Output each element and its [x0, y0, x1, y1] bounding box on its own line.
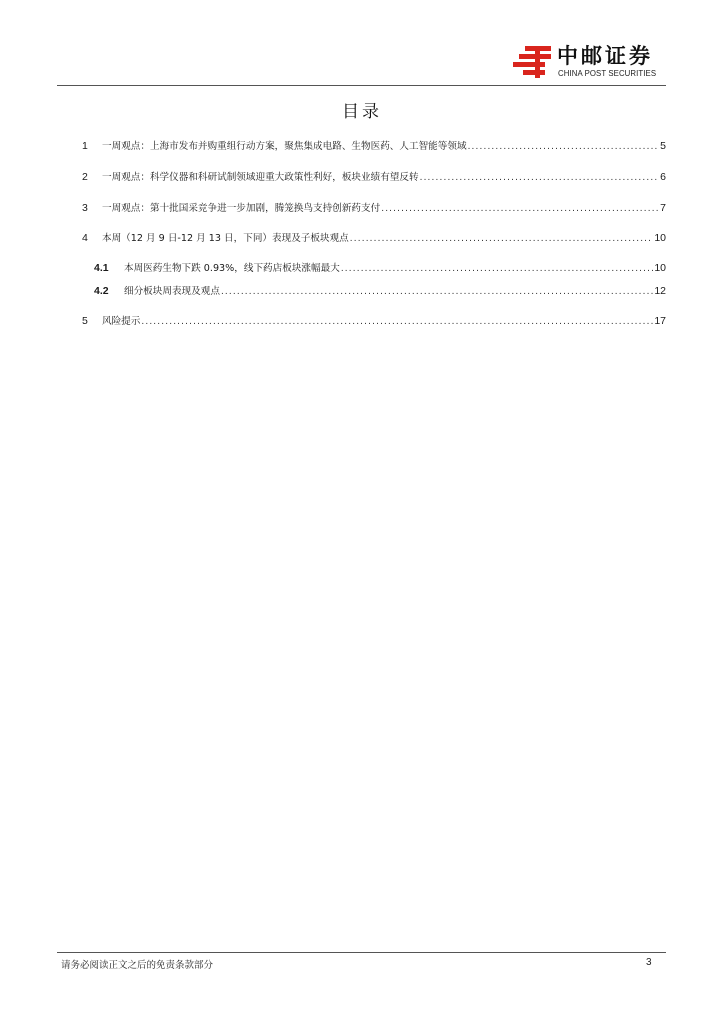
brand-logo: [513, 44, 673, 84]
toc-entry-number: 4.1: [94, 262, 109, 274]
toc-entry-text: 风险提示: [102, 316, 141, 327]
toc-entry-text: 本周医药生物下跌 0.93%，线下药店板块涨幅最大: [124, 263, 340, 274]
brand-name-cn: 中邮证券: [557, 44, 653, 68]
page-header: [0, 0, 724, 90]
footer-disclaimer: 请务必阅读正文之后的免责条款部分: [61, 960, 214, 971]
toc-entry-4[interactable]: [82, 229, 666, 247]
toc-entry-page: 6: [660, 171, 666, 183]
toc-leader-dots: [221, 283, 653, 301]
toc-leader-dots: [341, 260, 654, 278]
toc-entry-number: 1: [82, 140, 88, 152]
toc-entry-page: 7: [660, 202, 666, 214]
toc-entry-5[interactable]: [82, 312, 666, 330]
toc-entry-page: 12: [654, 285, 666, 297]
footer-divider: [57, 952, 666, 953]
toc-entry-number: 5: [82, 315, 88, 327]
toc-leader-dots: [381, 200, 659, 218]
toc-leader-dots: [141, 313, 653, 331]
toc-leader-dots: [350, 230, 654, 248]
toc-entry-page: 10: [654, 232, 666, 244]
toc-leader-dots: [468, 138, 660, 156]
toc-entry-text: 一周观点：上海市发布并购重组行动方案，聚焦集成电路、生物医药、人工智能等领域: [102, 141, 467, 152]
toc-entry-text: 本周（12 月 9 日-12 月 13 日，下同）表现及子板块观点: [102, 233, 349, 244]
toc-entry-2[interactable]: [82, 168, 666, 186]
toc-entry-3[interactable]: [82, 199, 666, 217]
toc-entry-page: 5: [660, 140, 666, 152]
header-divider: [57, 85, 666, 86]
china-post-logo-icon: [513, 44, 555, 80]
toc-entry-text: 一周观点：科学仪器和科研试制领域迎重大政策性利好，板块业绩有望反转: [102, 172, 419, 183]
footer-page-number: 3: [646, 957, 652, 968]
toc-entry-page: 10: [654, 262, 666, 274]
toc-entry-number: 2: [82, 171, 88, 183]
toc-entry-text: 一周观点：第十批国采竞争进一步加剧，腾笼换鸟支持创新药支付: [102, 203, 381, 214]
brand-name-en: CHINA POST SECURITIES: [558, 69, 657, 78]
toc-entry-number: 4: [82, 232, 88, 244]
toc-entry-text: 细分板块周表现及观点: [124, 286, 220, 297]
toc-entry-number: 4.2: [94, 285, 109, 297]
toc-entry-page: 17: [654, 315, 666, 327]
toc-entry-number: 3: [82, 202, 88, 214]
toc-entry-4-2[interactable]: [82, 282, 666, 300]
toc-leader-dots: [420, 169, 660, 187]
toc-entry-4-1[interactable]: [82, 259, 666, 277]
toc-title: 目录: [342, 102, 382, 122]
toc-entry-1[interactable]: [82, 137, 666, 155]
